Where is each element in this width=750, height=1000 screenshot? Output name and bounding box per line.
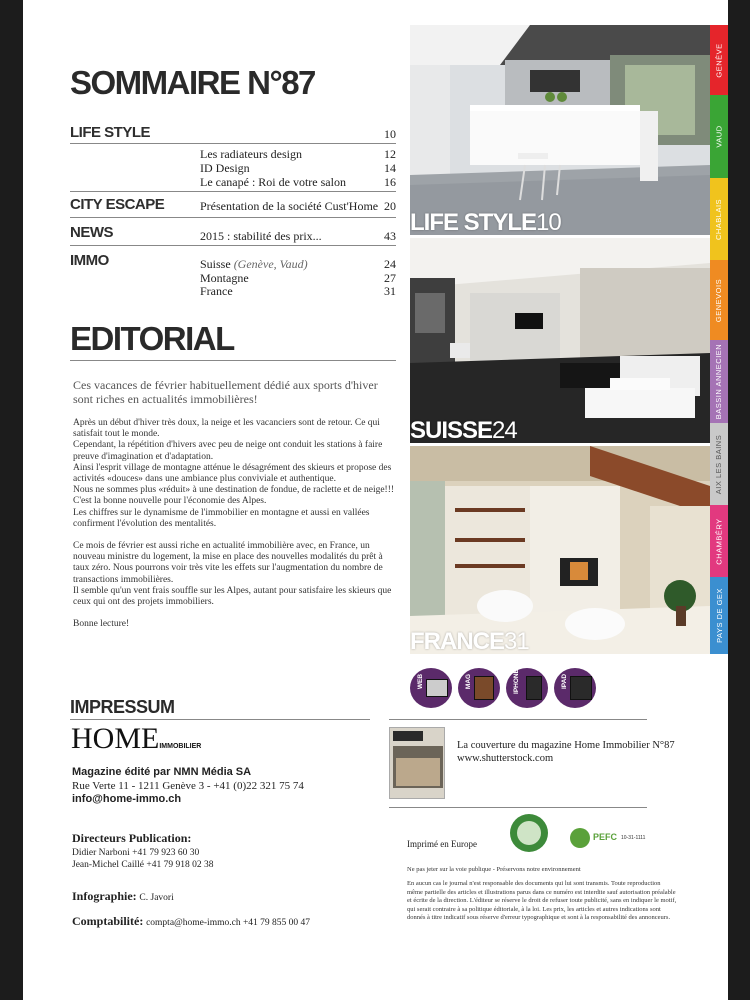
pefc-label: PEFC (593, 832, 618, 842)
tab-chambery[interactable]: CHAMBÉRY (710, 505, 728, 577)
director-line: Jean-Michel Caillé +41 79 918 02 38 (72, 860, 214, 870)
toc-entry[interactable]: Le canapé : Roi de votre salon 16 (200, 175, 396, 189)
tab-geneve[interactable]: GENÈVE (710, 25, 728, 95)
editorial-lead: Ces vacances de février habituellement dédié aux sports d'hiver sont riches en actualités immobilières! (73, 378, 378, 406)
sommaire-title: SOMMAIRE N°87 (70, 64, 315, 101)
editorial-title: EDITORIAL (70, 320, 234, 357)
environment-notice: Ne pas jeter sur la voie publique - Préservons notre environnement (407, 866, 581, 873)
photo-caption: LIFE STYLE10 (410, 209, 561, 235)
home-logo: HOMEIMMOBILIER (71, 722, 202, 755)
ipad-platform-icon[interactable]: IPAD (554, 668, 596, 708)
divider (389, 719, 647, 720)
toc-section-name: IMMO (70, 252, 109, 269)
editorial-body: Après un début d'hiver très doux, la neige et les vacanciers sont de retour. Ce qui satisfait tout le monde. Cependant, la répétition d'hivers avec peu de neige ont conduit les stations à faire preuve d'imagination et d'adaptation. Ainsi l'esprit village de montagne atténue le désagrément des skieurs et propose des activités «douces» dans une ambiance plus conviviale et authentique. Nous ne sommes plus «réduit» à une destination de fondue, de raclette et de neige!!! C'est la bonne nouvelle pour l'économie des Alpes. Les chiffres sur le dynamisme de l'immobilier en montagne et aussi en vallées confirment l'évolution des mentalités. Ce mois de février est aussi riche en actualité immobilière avec, en France, un nouveau ministre du logement, la mise en place des nouvelles modalités du prêt à taux zéro. Nous pourrons voir très vite les effets sur l'augmentation du nombre de transactions immobilières. Il semble qu'un vent frais souffle sur les Alpes, autant pour satisfaire les skieurs que ceux qui ont des projets immobiliers. Bonne lecture! (73, 418, 395, 630)
living-room-image (410, 238, 710, 443)
toc-entry: Suisse (Genève, Vaud) 24 (200, 257, 396, 271)
email-link[interactable]: info@home-immo.ch (72, 793, 182, 805)
toc-entry[interactable]: ID Design 14 (200, 161, 396, 175)
tab-aix-les-bains[interactable]: AIX LES BAINS (710, 423, 728, 505)
tab-pays-de-gex[interactable]: PAYS DE GEX (710, 577, 728, 654)
interior-image (410, 446, 710, 654)
infographie-line: Infographie: C. Javori (72, 889, 174, 903)
toc-section-immo[interactable] (70, 252, 396, 302)
kitchen-image (410, 25, 710, 235)
toc-section-name: LIFE STYLE (70, 124, 151, 141)
toc-entry: 2015 : stabilité des prix... 43 (200, 229, 396, 243)
printed-in-label: Imprimé en Europe (407, 839, 477, 849)
divider (389, 807, 647, 808)
magazine-cover-thumbnail[interactable] (389, 727, 445, 799)
photo-suisse[interactable] (410, 238, 710, 443)
toc-entry: Montagne 27 (200, 271, 396, 285)
editor-line: Magazine édité par NMN Média SA (72, 766, 252, 778)
toc-entry[interactable]: Les radiateurs design 12 (200, 147, 396, 161)
iphone-platform-icon[interactable]: IPHONE (506, 668, 548, 708)
mag-platform-icon[interactable]: MAG (458, 668, 500, 708)
toc-section-name: CITY ESCAPE (70, 196, 165, 213)
toc-section-name: NEWS (70, 224, 113, 241)
toc-section-lifestyle[interactable] (70, 122, 396, 144)
imprim-vert-logo (510, 814, 548, 852)
impressum-title: IMPRESSUM (70, 697, 175, 717)
toc-page-number: 10 (384, 127, 396, 141)
tab-bassin-annecien[interactable]: BASSIN ANNECIEN (710, 340, 728, 423)
pefc-code: 10-31-1111 (621, 835, 646, 841)
toc-entry: France 31 (200, 284, 396, 298)
toc-section-city-escape[interactable] (70, 194, 396, 218)
photo-france[interactable] (410, 446, 710, 654)
magazine-page (23, 0, 728, 1000)
pefc-icon (570, 828, 590, 848)
address-line: Rue Verte 11 - 1211 Genève 3 - +41 (0)22 321 75 74 (72, 780, 304, 792)
cover-credit: La couverture du magazine Home Immobilier N°87 (457, 740, 675, 751)
web-platform-icon[interactable]: WEB (410, 668, 452, 708)
divider (70, 360, 396, 361)
directors-label: Directeurs Publication: (72, 831, 192, 845)
divider (70, 719, 370, 720)
director-line: Didier Narboni +41 79 923 60 30 (72, 848, 200, 858)
comptabilite-line: Comptabilité: compta@home-immo.ch +41 79 855 00 47 (72, 914, 311, 928)
tab-chablais[interactable]: CHABLAIS (710, 178, 728, 260)
toc-section-news[interactable] (70, 222, 396, 246)
photo-caption: SUISSE24 (410, 417, 517, 443)
photo-lifestyle[interactable] (410, 25, 710, 235)
divider (70, 191, 396, 192)
legal-notice: En aucun cas le journal n'est responsable des documents qui lui sont transmis. Toute reproduction même partielle des articles et illustrations parus dans ce numéro est interdite sauf autorisation préalable et écrite de la direction. L'éditeur se réserve le droit de refuser toute publicité, sans en indiquer le motif, qui serait contraire à sa politique éditoriale, à la loi. Les prix, les articles et autres indications sont donnés à titre indicatif sous réserve d'erreur typographique et sont à la responsabilité des annonceurs. (407, 880, 677, 921)
photo-caption: FRANCE31 (410, 628, 529, 654)
tab-genevois[interactable]: GENEVOIS (710, 260, 728, 340)
tab-vaud[interactable]: VAUD (710, 95, 728, 178)
toc-entry: Présentation de la société Cust'Home 20 (200, 199, 396, 213)
cover-source[interactable]: www.shutterstock.com (457, 753, 554, 764)
